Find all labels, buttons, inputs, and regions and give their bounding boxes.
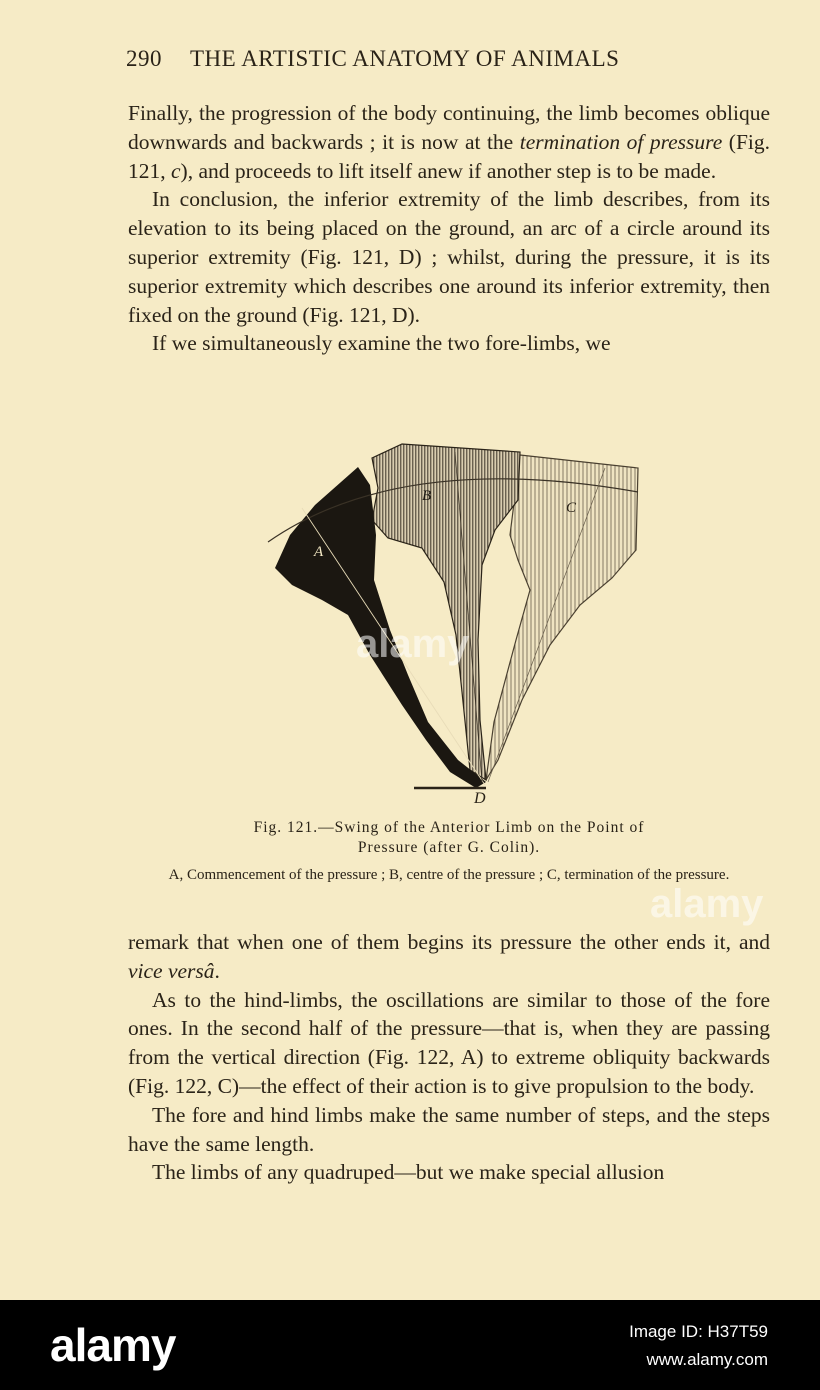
figure-caption	[128, 818, 770, 858]
paragraph-3: If we simultaneously examine the two fore-limbs, we	[152, 331, 611, 356]
label-d: D	[474, 790, 486, 807]
paragraph-1: Finally, the progression of the body continuing, the limb becomes oblique downwards and backwards ; it is now at the termination of pressure (Fig. 121, c), and proceeds to lift itself anew if another step is to be made.	[128, 101, 771, 183]
label-b: B	[422, 488, 432, 504]
running-title: THE ARTISTIC ANATOMY OF ANIMALS	[190, 46, 620, 71]
page-number: 290	[126, 46, 162, 71]
caption-line-2: Pressure (after G. Colin).	[357, 839, 541, 856]
paragraph-2: In conclusion, the inferior extremity of the limb describes, from its elevation to its being placed on the ground, an arc of a circle around its superior extremity (Fig. 121, D) ; whilst, during the pressure, it is its superior extremity which describes one around its inferior extremity, then fixed on the ground (Fig. 121, D).	[128, 187, 770, 327]
label-c: C	[566, 500, 577, 516]
figure-legend: A, Commencement of the pressure ; B, centre of the pressure ; C, termination of the pressure.	[168, 867, 730, 883]
label-a: A	[314, 544, 324, 560]
alamy-logo: alamy	[50, 1319, 176, 1371]
text-top	[128, 99, 770, 358]
paragraph-7: The limbs of any quadruped—but we make special allusion	[152, 1160, 665, 1185]
paragraph-4: remark that when one of them begins its pressure the other ends it, and vice versâ.	[128, 930, 770, 983]
footer-url[interactable]: www.alamy.com	[646, 1350, 768, 1369]
caption-line-1: Fig. 121.—Swing of the Anterior Limb on the Point of	[253, 819, 645, 836]
image-id: Image ID: H37T59	[629, 1322, 768, 1341]
watermark-lower: alamy	[650, 882, 764, 926]
paragraph-6: The fore and hind limbs make the same number of steps, and the steps have the same length.	[128, 1102, 770, 1156]
text-bottom	[128, 928, 770, 1187]
paragraph-5: As to the hind-limbs, the oscillations are similar to those of the fore ones. In the second half of the pressure—that is, when they are passing from the vertical direction (Fig. 122, A) to extreme obliquity backwards (Fig. 122, C)—the effect of their action is to give propulsion to the body.	[128, 987, 770, 1098]
watermark-mid: alamy	[356, 622, 470, 666]
stock-footer	[0, 1300, 820, 1390]
running-header	[126, 46, 698, 72]
